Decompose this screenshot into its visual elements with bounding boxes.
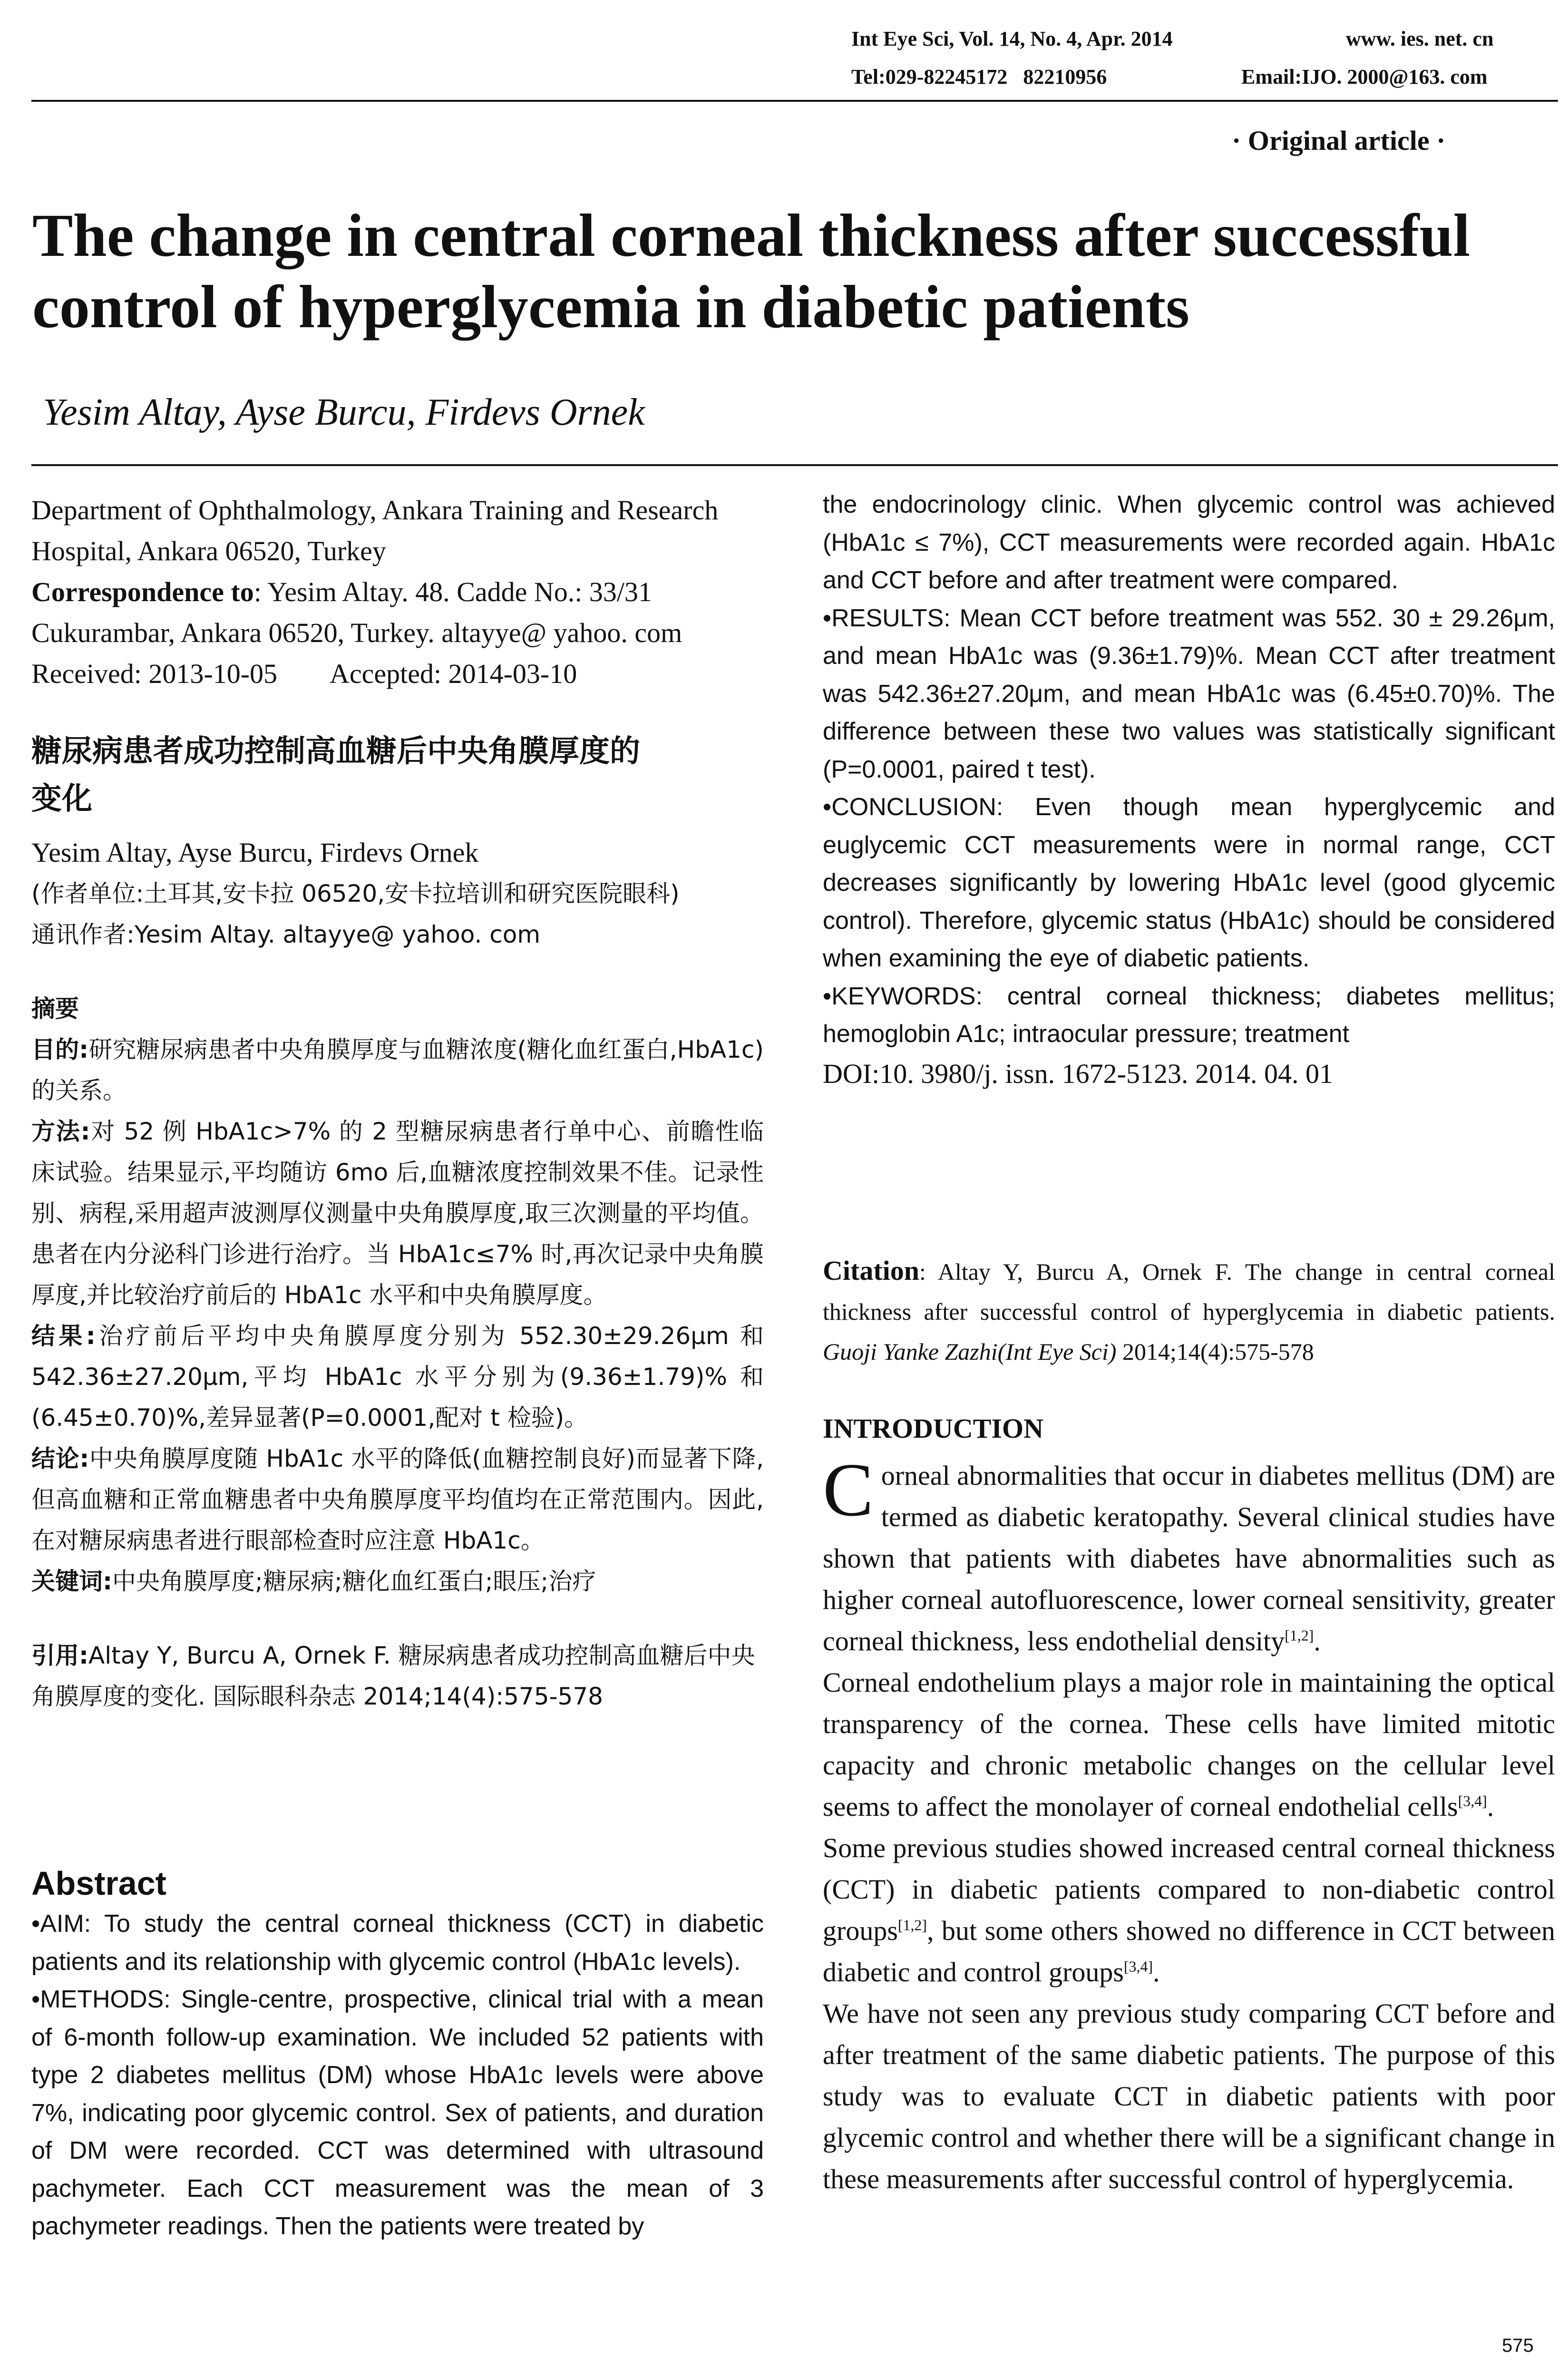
english-abstract-right <box>823 486 1555 1094</box>
abstract-aim <box>31 1905 764 1981</box>
affiliation-department: Department of Ophthalmology, Ankara Training and Research Hospital, Ankara 06520, Turkey <box>31 495 719 566</box>
abstract-conclusion-label: CONCLUSION: <box>831 793 1003 821</box>
article-title-line1: The change in central corneal thickness after successful <box>32 202 1471 269</box>
introduction-paragraph-3: Some previous studies showed increased central corneal thickness (CCT) in diabetic patients compared to non-diabetic control groups[1,2], but some others showed no difference in CCT between diabetic and control groups[3,4]. <box>823 1832 1555 1987</box>
chinese-methods-text: 对 52 例 HbA1c>7% 的 2 型糖尿病患者行单中心、前瞻性临床试验。结果显示,平均随访 6mo 后,血糖浓度控制效果不佳。记录性别、病程,采用超声波测厚仪测量中央角膜厚度,取三次测量的平均值。患者在内分泌科门诊进行治疗。当 HbA1c≤7% 时,再次记录中央角膜厚度,并比较治疗前后的 HbA1c 水平和中央角膜厚度。 <box>31 1118 764 1309</box>
chinese-keywords-text: 中央角膜厚度;糖尿病;糖化血红蛋白;眼压;治疗 <box>112 1568 596 1595</box>
chinese-keywords <box>31 1561 764 1602</box>
introduction-paragraph-2-text: Corneal endothelium plays a major role in maintaining the optical transparency of the cornea. These cells have limited mitotic capacity and chronic metabolic changes on the cellular level seems to affect the monolayer of corneal endothelial cells <box>823 1667 1555 1822</box>
chinese-aim-text: 研究糖尿病患者中央角膜厚度与血糖浓度(糖化血红蛋白,HbA1c)的关系。 <box>31 1036 764 1104</box>
chinese-title-line1: 糖尿病患者成功控制高血糖后中央角膜厚度的 <box>31 734 640 769</box>
drop-cap: C <box>823 1447 874 1532</box>
abstract-keywords <box>823 978 1555 1053</box>
accepted-date: Accepted: 2014-03-10 <box>330 658 577 689</box>
authors-rule <box>31 464 1558 466</box>
chinese-conclusion-label: 结论: <box>31 1445 89 1472</box>
journal-telephone: Tel:029-82245172 82210956 <box>851 65 1107 88</box>
abstract-methods-label: METHODS: <box>40 1986 171 2013</box>
abstract-aim-label: AIM: <box>40 1910 91 1938</box>
header-rule <box>31 100 1558 102</box>
journal-website: www. ies. net. cn <box>1346 27 1494 50</box>
reference-1-2-second[interactable]: [1,2] <box>897 1917 927 1934</box>
chinese-correspondence: 通讯作者:Yesim Altay. altayye@ yahoo. com <box>31 921 541 948</box>
introduction <box>823 1408 1555 2200</box>
journal-email: Email:IJO. 2000@163. com <box>1241 65 1488 88</box>
correspondence <box>31 572 764 653</box>
chinese-affiliation: (作者单位:土耳其,安卡拉 06520,安卡拉培训和研究医院眼科) <box>31 880 680 907</box>
chinese-aim-label: 目的: <box>31 1036 89 1063</box>
introduction-paragraph-4: We have not seen any previous study comparing CCT before and after treatment of the same diabetic patients. The purpose of this study was to evaluate CCT in diabetic patients with poor glycemic control and whether there will be a significant change in these measurements after successful control of hyperglycemia. <box>823 1998 1555 2194</box>
abstract-methods-text: Single-centre, prospective, clinical trial with a mean of 6-month follow-up examination. We included 52 patients with type 2 diabetes mellitus (DM) whose HbA1c levels were above 7%, indicating poor glycemic control. Sex of patients, and duration of DM were recorded. CCT was determined with ultrasound pachymeter. Each CCT measurement was the mean of 3 pachymeter readings. Then the patients were treated by <box>31 1986 764 2240</box>
journal-citation: Int Eye Sci, Vol. 14, No. 4, Apr. 2014 <box>851 27 1173 50</box>
abstract-conclusion <box>823 789 1555 978</box>
abstract-conclusion-text: Even though mean hyperglycemic and euglycemic CCT measurements were in normal range, CCT decreases significantly by lowering HbA1c level (good glycemic control). Therefore, glycemic status (HbA1c) should be considered when examining the eye of diabetic patients. <box>823 793 1555 972</box>
chinese-authors: Yesim Altay, Ayse Burcu, Firdevs Ornek <box>31 837 479 868</box>
article-title-line2: control of hyperglycemia in diabetic patients <box>32 273 1189 341</box>
abstract-keywords-label: KEYWORDS: <box>831 982 983 1010</box>
correspondence-text: : Yesim Altay. 48. Cadde No.: 33/31 Cukurambar, Ankara 06520, Turkey. altayye@ yahoo. com <box>31 576 682 648</box>
citation-block <box>823 1251 1555 1372</box>
introduction-paragraph-1-text: orneal abnormalities that occur in diabetes mellitus (DM) are termed as diabetic keratopathy. Several clinical studies have shown that patients with diabetes have abnormalities such as higher corneal autofluorescence, lower corneal sensitivity, greater corneal thickness, less endothelial density <box>823 1460 1556 1656</box>
chinese-title-line2: 变化 <box>31 781 92 817</box>
abstract-results-text: Mean CCT before treatment was 552. 30 ± 29.26μm, and mean HbA1c was (9.36±1.79)%. Mean CCT after treatment was 542.36±27.20μm, and mean HbA1c was (6.45±0.70)%. The difference between these two values was statistically significant (P=0.0001, paired t test). <box>823 604 1556 783</box>
reference-3-4[interactable]: [3,4] <box>1458 1792 1487 1810</box>
received-date: Received: 2013-10-05 <box>31 658 278 689</box>
english-abstract-left <box>31 1864 764 2246</box>
dates <box>31 653 764 694</box>
introduction-paragraph-2: Corneal endothelium plays a major role in maintaining the optical transparency of the cornea. These cells have limited mitotic capacity and chronic metabolic changes on the cellular level seems to affect the monolayer of corneal endothelial cells[3,4]. <box>823 1667 1555 1822</box>
affiliation-block <box>31 490 764 694</box>
abstract-aim-text: To study the central corneal thickness (CCT) in diabetic patients and its relationship with glycemic control (HbA1c levels). <box>31 1910 764 1976</box>
chinese-citation <box>31 1635 764 1717</box>
citation-journal: Guoji Yanke Zazhi(Int Eye Sci) <box>823 1338 1117 1365</box>
citation-label: Citation <box>823 1255 919 1286</box>
citation-pages: 2014;14(4):575-578 <box>1122 1338 1314 1365</box>
chinese-results <box>31 1315 764 1438</box>
abstract-methods <box>31 1981 764 2246</box>
chinese-title <box>31 728 764 823</box>
chinese-keywords-label: 关键词: <box>31 1568 112 1595</box>
abstract-heading: Abstract <box>31 1865 166 1902</box>
chinese-abstract-heading: 摘要 <box>31 995 79 1023</box>
correspondence-label: Correspondence to <box>31 576 254 607</box>
chinese-methods-label: 方法: <box>31 1118 90 1145</box>
citation-text: : Altay Y, Burcu A, Ornek F. The change in central corneal thickness after successful control of hyperglycemia in diabetic patients. <box>823 1258 1555 1325</box>
introduction-paragraph-3-text-b: , but some others showed no difference in CCT between diabetic and control groups <box>823 1915 1555 1987</box>
chinese-conclusion-text: 中央角膜厚度随 HbA1c 水平的降低(血糖控制良好)而显著下降,但高血糖和正常血糖患者中央角膜厚度平均值均在正常范围内。因此,在对糖尿病患者进行眼部检查时应注意 HbA1c。 <box>31 1445 764 1554</box>
article-type: · Original article · <box>1232 125 1446 156</box>
chinese-aim <box>31 1029 764 1111</box>
abstract-keywords-text: central corneal thickness; diabetes mellitus; hemoglobin A1c; intraocular pressure; treatment <box>823 982 1555 1048</box>
chinese-conclusion <box>31 1438 764 1561</box>
reference-1-2[interactable]: [1,2] <box>1285 1627 1314 1644</box>
article-authors: Yesim Altay, Ayse Burcu, Firdevs Ornek <box>43 391 645 433</box>
introduction-paragraph-3-text-a: Some previous studies showed increased central corneal thickness (CCT) in diabetic patients compared to non-diabetic control groups <box>823 1832 1555 1946</box>
abstract-results-label: RESULTS: <box>831 604 951 632</box>
chinese-citation-label: 引用: <box>31 1642 88 1669</box>
article-title <box>32 200 1545 342</box>
chinese-methods <box>31 1111 764 1315</box>
introduction-paragraph-1: Corneal abnormalities that occur in diabetes mellitus (DM) are termed as diabetic keratopathy. Several clinical studies have shown that patients with diabetes have abnormalities such as higher corneal autofluorescence, lower corneal sensitivity, greater corneal thickness, less endothelial density[1,2]. <box>823 1447 1556 1656</box>
reference-3-4-second[interactable]: [3,4] <box>1124 1958 1153 1975</box>
page-number: 575 <box>1502 2335 1534 2356</box>
doi: DOI:10. 3980/j. issn. 1672-5123. 2014. 04. 01 <box>823 1058 1333 1089</box>
abstract-results <box>823 600 1555 789</box>
chinese-citation-text: Altay Y, Burcu A, Ornek F. 糖尿病患者成功控制高血糖后中央角膜厚度的变化. 国际眼科杂志 2014;14(4):575-578 <box>31 1642 755 1710</box>
chinese-results-label: 结果: <box>31 1322 96 1350</box>
chinese-abstract <box>31 728 764 1717</box>
introduction-heading: INTRODUCTION <box>823 1413 1044 1444</box>
abstract-methods-continued: the endocrinology clinic. When glycemic control was achieved (HbA1c ≤ 7%), CCT measurements were recorded again. HbA1c and CCT before and after treatment were compared. <box>823 491 1555 594</box>
chinese-results-text: 治疗前后平均中央角膜厚度分别为 552.30±29.26μm 和 542.36±27.20μm,平均 HbA1c 水平分别为(9.36±1.79)% 和(6.45±0.70)%,差异显著(P=0.0001,配对 t 检验)。 <box>31 1322 764 1432</box>
